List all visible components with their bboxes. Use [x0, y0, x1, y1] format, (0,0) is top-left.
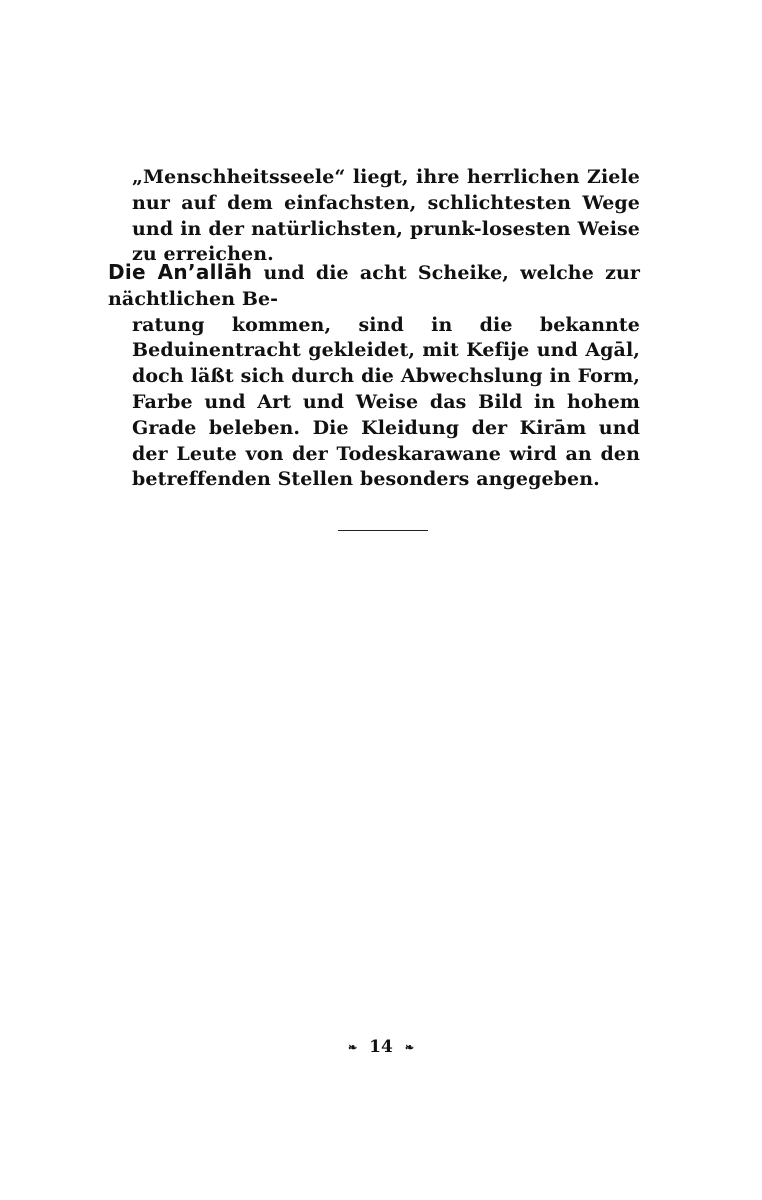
paragraph-costumes: [108, 260, 640, 493]
ornament-left-icon: ❧: [347, 1041, 358, 1054]
ornament-right-icon: ❧: [404, 1041, 415, 1054]
paragraph-lead-term: Die An’allāh: [108, 260, 253, 284]
paragraph-body: ratung kommen, sind in die bekannte Beduinentracht gekleidet, mit Kefije und Agāl, doch läßt sich durch die Abwechslung in Form, Farbe und Art und Weise das Bild in hohem Grade beleben. Die Kleidung der Kirām und der Leute von der Todeskarawane wird an den betreffenden Stellen besonders angegeben.: [132, 313, 640, 491]
page-footer: [0, 1037, 762, 1057]
paragraph-continuation: „Menschheitsseele“ liegt, ihre herrlichen Ziele nur auf dem einfachsten, schlichtesten Wege und in der natürlichsten, prunk-losesten Weise zu erreichen.: [132, 166, 640, 266]
page-number: 14: [369, 1037, 393, 1057]
paragraph-first-line: und die acht Scheike, welche zur nächtlichen Be-: [108, 262, 640, 310]
section-separator: [338, 530, 428, 531]
